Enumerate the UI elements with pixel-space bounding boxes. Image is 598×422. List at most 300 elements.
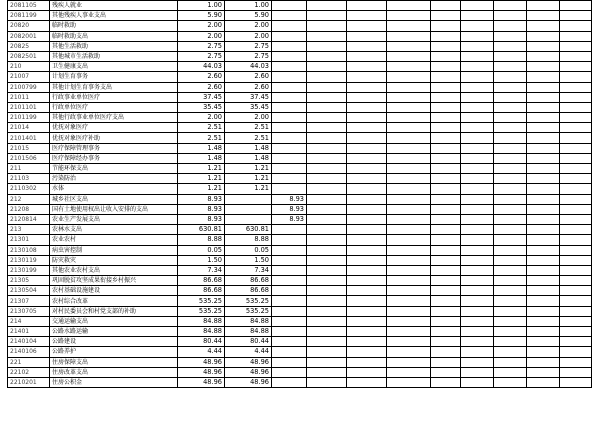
general-budget-cell[interactable]: 630.81 <box>225 225 272 235</box>
empty-cell[interactable] <box>387 92 431 102</box>
empty-cell[interactable] <box>461 164 494 174</box>
empty-cell[interactable] <box>387 11 431 21</box>
empty-cell[interactable] <box>527 123 560 133</box>
total-amount-cell[interactable]: 8.93 <box>178 194 225 204</box>
general-budget-cell[interactable]: 7.34 <box>225 265 272 275</box>
account-code-cell[interactable]: 22102 <box>8 367 50 377</box>
empty-cell[interactable] <box>494 62 527 72</box>
empty-cell[interactable] <box>560 92 592 102</box>
account-code-cell[interactable]: 21305 <box>8 276 50 286</box>
empty-cell[interactable] <box>560 306 592 316</box>
empty-cell[interactable] <box>347 123 387 133</box>
account-name-cell[interactable]: 其他农业农村支出 <box>50 265 178 275</box>
empty-cell[interactable] <box>494 337 527 347</box>
fund-budget-cell[interactable] <box>272 21 307 31</box>
fund-budget-cell[interactable] <box>272 377 307 387</box>
total-amount-cell[interactable]: 86.68 <box>178 276 225 286</box>
empty-cell[interactable] <box>307 265 347 275</box>
empty-cell[interactable] <box>431 92 461 102</box>
empty-cell[interactable] <box>387 235 431 245</box>
account-code-cell[interactable]: 211 <box>8 164 50 174</box>
account-name-cell[interactable]: 医疗保障管理事务 <box>50 143 178 153</box>
account-name-cell[interactable]: 公路水路运输 <box>50 327 178 337</box>
empty-cell[interactable] <box>527 21 560 31</box>
empty-cell[interactable] <box>307 377 347 387</box>
total-amount-cell[interactable]: 44.03 <box>178 62 225 72</box>
empty-cell[interactable] <box>387 194 431 204</box>
account-name-cell[interactable]: 优抚对象医疗 <box>50 123 178 133</box>
empty-cell[interactable] <box>307 235 347 245</box>
total-amount-cell[interactable]: 1.48 <box>178 143 225 153</box>
empty-cell[interactable] <box>560 31 592 41</box>
empty-cell[interactable] <box>347 102 387 112</box>
empty-cell[interactable] <box>494 296 527 306</box>
empty-cell[interactable] <box>527 153 560 163</box>
total-amount-cell[interactable]: 535.25 <box>178 296 225 306</box>
empty-cell[interactable] <box>527 225 560 235</box>
empty-cell[interactable] <box>431 357 461 367</box>
empty-cell[interactable] <box>431 153 461 163</box>
account-code-cell[interactable]: 221 <box>8 357 50 367</box>
total-amount-cell[interactable]: 8.93 <box>178 214 225 224</box>
fund-budget-cell[interactable] <box>272 82 307 92</box>
empty-cell[interactable] <box>560 102 592 112</box>
account-name-cell[interactable]: 农村综合改革 <box>50 296 178 306</box>
fund-budget-cell[interactable] <box>272 225 307 235</box>
fund-budget-cell[interactable] <box>272 102 307 112</box>
empty-cell[interactable] <box>307 41 347 51</box>
empty-cell[interactable] <box>387 102 431 112</box>
empty-cell[interactable] <box>347 1 387 11</box>
account-code-cell[interactable]: 2101101 <box>8 102 50 112</box>
empty-cell[interactable] <box>307 286 347 296</box>
account-code-cell[interactable]: 2130705 <box>8 306 50 316</box>
fund-budget-cell[interactable]: 8.93 <box>272 214 307 224</box>
empty-cell[interactable] <box>461 347 494 357</box>
general-budget-cell[interactable]: 44.03 <box>225 62 272 72</box>
empty-cell[interactable] <box>560 11 592 21</box>
account-name-cell[interactable]: 卫生健康支出 <box>50 62 178 72</box>
empty-cell[interactable] <box>494 51 527 61</box>
empty-cell[interactable] <box>494 225 527 235</box>
total-amount-cell[interactable]: 2.75 <box>178 41 225 51</box>
total-amount-cell[interactable]: 630.81 <box>178 225 225 235</box>
empty-cell[interactable] <box>494 265 527 275</box>
empty-cell[interactable] <box>494 82 527 92</box>
empty-cell[interactable] <box>560 174 592 184</box>
empty-cell[interactable] <box>347 214 387 224</box>
empty-cell[interactable] <box>431 184 461 194</box>
general-budget-cell[interactable]: 535.25 <box>225 306 272 316</box>
empty-cell[interactable] <box>494 347 527 357</box>
empty-cell[interactable] <box>461 1 494 11</box>
account-code-cell[interactable]: 2130119 <box>8 255 50 265</box>
empty-cell[interactable] <box>527 62 560 72</box>
fund-budget-cell[interactable] <box>272 31 307 41</box>
empty-cell[interactable] <box>494 276 527 286</box>
account-name-cell[interactable]: 残疾人就业 <box>50 1 178 11</box>
empty-cell[interactable] <box>560 327 592 337</box>
general-budget-cell[interactable]: 80.44 <box>225 337 272 347</box>
account-name-cell[interactable]: 农业生产发展支出 <box>50 214 178 224</box>
empty-cell[interactable] <box>347 286 387 296</box>
empty-cell[interactable] <box>307 194 347 204</box>
account-name-cell[interactable]: 住房改革支出 <box>50 367 178 377</box>
account-name-cell[interactable]: 农业农村 <box>50 235 178 245</box>
general-budget-cell[interactable]: 2.00 <box>225 21 272 31</box>
fund-budget-cell[interactable] <box>272 357 307 367</box>
empty-cell[interactable] <box>307 92 347 102</box>
empty-cell[interactable] <box>494 31 527 41</box>
total-amount-cell[interactable]: 2.00 <box>178 113 225 123</box>
account-name-cell[interactable]: 公路养护 <box>50 347 178 357</box>
empty-cell[interactable] <box>431 123 461 133</box>
empty-cell[interactable] <box>494 306 527 316</box>
empty-cell[interactable] <box>461 21 494 31</box>
empty-cell[interactable] <box>431 265 461 275</box>
empty-cell[interactable] <box>527 367 560 377</box>
total-amount-cell[interactable]: 7.34 <box>178 265 225 275</box>
empty-cell[interactable] <box>494 235 527 245</box>
empty-cell[interactable] <box>431 204 461 214</box>
empty-cell[interactable] <box>461 92 494 102</box>
empty-cell[interactable] <box>347 51 387 61</box>
empty-cell[interactable] <box>387 296 431 306</box>
empty-cell[interactable] <box>560 316 592 326</box>
account-name-cell[interactable]: 防灾救灾 <box>50 255 178 265</box>
account-code-cell[interactable]: 21007 <box>8 72 50 82</box>
empty-cell[interactable] <box>527 276 560 286</box>
empty-cell[interactable] <box>431 286 461 296</box>
general-budget-cell[interactable]: 8.88 <box>225 235 272 245</box>
empty-cell[interactable] <box>307 1 347 11</box>
total-amount-cell[interactable]: 86.68 <box>178 286 225 296</box>
empty-cell[interactable] <box>307 357 347 367</box>
empty-cell[interactable] <box>307 255 347 265</box>
empty-cell[interactable] <box>560 347 592 357</box>
fund-budget-cell[interactable] <box>272 265 307 275</box>
empty-cell[interactable] <box>387 214 431 224</box>
empty-cell[interactable] <box>387 143 431 153</box>
account-code-cell[interactable]: 20820 <box>8 21 50 31</box>
empty-cell[interactable] <box>461 123 494 133</box>
empty-cell[interactable] <box>461 62 494 72</box>
total-amount-cell[interactable]: 8.88 <box>178 235 225 245</box>
fund-budget-cell[interactable] <box>272 255 307 265</box>
empty-cell[interactable] <box>461 377 494 387</box>
account-name-cell[interactable]: 节能环保支出 <box>50 164 178 174</box>
empty-cell[interactable] <box>560 51 592 61</box>
account-code-cell[interactable]: 21015 <box>8 143 50 153</box>
empty-cell[interactable] <box>307 72 347 82</box>
fund-budget-cell[interactable]: 8.93 <box>272 204 307 214</box>
empty-cell[interactable] <box>494 123 527 133</box>
account-code-cell[interactable]: 214 <box>8 316 50 326</box>
empty-cell[interactable] <box>527 327 560 337</box>
total-amount-cell[interactable]: 48.96 <box>178 377 225 387</box>
total-amount-cell[interactable]: 8.93 <box>178 204 225 214</box>
total-amount-cell[interactable]: 48.96 <box>178 357 225 367</box>
empty-cell[interactable] <box>387 255 431 265</box>
empty-cell[interactable] <box>431 347 461 357</box>
empty-cell[interactable] <box>527 1 560 11</box>
empty-cell[interactable] <box>347 316 387 326</box>
total-amount-cell[interactable]: 2.00 <box>178 21 225 31</box>
empty-cell[interactable] <box>461 276 494 286</box>
account-name-cell[interactable]: 计划生育事务 <box>50 72 178 82</box>
total-amount-cell[interactable]: 84.88 <box>178 327 225 337</box>
empty-cell[interactable] <box>527 235 560 245</box>
empty-cell[interactable] <box>431 51 461 61</box>
empty-cell[interactable] <box>347 347 387 357</box>
empty-cell[interactable] <box>461 102 494 112</box>
account-name-cell[interactable]: 巩固脱贫攻坚成果衔接乡村振兴 <box>50 276 178 286</box>
account-code-cell[interactable]: 21014 <box>8 123 50 133</box>
empty-cell[interactable] <box>560 357 592 367</box>
empty-cell[interactable] <box>307 21 347 31</box>
general-budget-cell[interactable]: 535.25 <box>225 296 272 306</box>
empty-cell[interactable] <box>347 225 387 235</box>
total-amount-cell[interactable]: 35.45 <box>178 102 225 112</box>
empty-cell[interactable] <box>527 337 560 347</box>
empty-cell[interactable] <box>307 123 347 133</box>
account-code-cell[interactable]: 212 <box>8 194 50 204</box>
empty-cell[interactable] <box>494 194 527 204</box>
total-amount-cell[interactable]: 48.96 <box>178 367 225 377</box>
empty-cell[interactable] <box>527 316 560 326</box>
empty-cell[interactable] <box>560 204 592 214</box>
empty-cell[interactable] <box>461 306 494 316</box>
empty-cell[interactable] <box>560 255 592 265</box>
account-code-cell[interactable]: 21103 <box>8 174 50 184</box>
empty-cell[interactable] <box>431 367 461 377</box>
account-code-cell[interactable]: 21208 <box>8 204 50 214</box>
empty-cell[interactable] <box>461 113 494 123</box>
empty-cell[interactable] <box>431 113 461 123</box>
empty-cell[interactable] <box>527 306 560 316</box>
empty-cell[interactable] <box>431 225 461 235</box>
general-budget-cell[interactable]: 2.51 <box>225 133 272 143</box>
empty-cell[interactable] <box>307 102 347 112</box>
empty-cell[interactable] <box>307 276 347 286</box>
empty-cell[interactable] <box>307 133 347 143</box>
empty-cell[interactable] <box>461 316 494 326</box>
empty-cell[interactable] <box>431 174 461 184</box>
empty-cell[interactable] <box>307 153 347 163</box>
empty-cell[interactable] <box>560 184 592 194</box>
empty-cell[interactable] <box>347 357 387 367</box>
empty-cell[interactable] <box>494 174 527 184</box>
general-budget-cell[interactable]: 35.45 <box>225 102 272 112</box>
empty-cell[interactable] <box>494 286 527 296</box>
empty-cell[interactable] <box>560 164 592 174</box>
empty-cell[interactable] <box>494 41 527 51</box>
account-code-cell[interactable]: 2130504 <box>8 286 50 296</box>
empty-cell[interactable] <box>527 184 560 194</box>
account-name-cell[interactable]: 其他生活救助 <box>50 41 178 51</box>
empty-cell[interactable] <box>387 153 431 163</box>
general-budget-cell[interactable]: 84.88 <box>225 316 272 326</box>
empty-cell[interactable] <box>431 194 461 204</box>
empty-cell[interactable] <box>347 92 387 102</box>
account-name-cell[interactable]: 住房公积金 <box>50 377 178 387</box>
total-amount-cell[interactable]: 80.44 <box>178 337 225 347</box>
empty-cell[interactable] <box>307 143 347 153</box>
empty-cell[interactable] <box>527 133 560 143</box>
general-budget-cell[interactable]: 37.45 <box>225 92 272 102</box>
general-budget-cell[interactable]: 2.00 <box>225 113 272 123</box>
general-budget-cell[interactable] <box>225 194 272 204</box>
empty-cell[interactable] <box>560 296 592 306</box>
empty-cell[interactable] <box>494 153 527 163</box>
empty-cell[interactable] <box>461 143 494 153</box>
empty-cell[interactable] <box>431 276 461 286</box>
empty-cell[interactable] <box>387 337 431 347</box>
general-budget-cell[interactable]: 1.48 <box>225 143 272 153</box>
empty-cell[interactable] <box>494 102 527 112</box>
empty-cell[interactable] <box>347 113 387 123</box>
empty-cell[interactable] <box>387 62 431 72</box>
total-amount-cell[interactable]: 2.51 <box>178 123 225 133</box>
empty-cell[interactable] <box>431 72 461 82</box>
empty-cell[interactable] <box>307 214 347 224</box>
empty-cell[interactable] <box>431 1 461 11</box>
empty-cell[interactable] <box>560 113 592 123</box>
general-budget-cell[interactable]: 1.00 <box>225 1 272 11</box>
general-budget-cell[interactable]: 5.90 <box>225 11 272 21</box>
empty-cell[interactable] <box>347 62 387 72</box>
empty-cell[interactable] <box>560 245 592 255</box>
fund-budget-cell[interactable] <box>272 153 307 163</box>
empty-cell[interactable] <box>347 174 387 184</box>
empty-cell[interactable] <box>494 72 527 82</box>
account-name-cell[interactable]: 水体 <box>50 184 178 194</box>
empty-cell[interactable] <box>431 102 461 112</box>
empty-cell[interactable] <box>387 184 431 194</box>
empty-cell[interactable] <box>461 133 494 143</box>
account-code-cell[interactable]: 2101506 <box>8 153 50 163</box>
empty-cell[interactable] <box>461 51 494 61</box>
empty-cell[interactable] <box>307 11 347 21</box>
account-code-cell[interactable]: 210 <box>8 62 50 72</box>
empty-cell[interactable] <box>347 143 387 153</box>
empty-cell[interactable] <box>560 276 592 286</box>
account-code-cell[interactable]: 2101401 <box>8 133 50 143</box>
empty-cell[interactable] <box>461 327 494 337</box>
empty-cell[interactable] <box>307 113 347 123</box>
empty-cell[interactable] <box>387 357 431 367</box>
empty-cell[interactable] <box>307 31 347 41</box>
account-code-cell[interactable]: 2100799 <box>8 82 50 92</box>
empty-cell[interactable] <box>494 113 527 123</box>
empty-cell[interactable] <box>527 377 560 387</box>
empty-cell[interactable] <box>494 133 527 143</box>
empty-cell[interactable] <box>527 347 560 357</box>
empty-cell[interactable] <box>431 82 461 92</box>
total-amount-cell[interactable]: 1.21 <box>178 164 225 174</box>
account-name-cell[interactable]: 其他行政事业单位医疗支出 <box>50 113 178 123</box>
empty-cell[interactable] <box>431 214 461 224</box>
fund-budget-cell[interactable] <box>272 286 307 296</box>
fund-budget-cell[interactable] <box>272 174 307 184</box>
fund-budget-cell[interactable] <box>272 296 307 306</box>
general-budget-cell[interactable]: 2.75 <box>225 41 272 51</box>
empty-cell[interactable] <box>527 194 560 204</box>
empty-cell[interactable] <box>527 174 560 184</box>
empty-cell[interactable] <box>387 51 431 61</box>
empty-cell[interactable] <box>431 133 461 143</box>
empty-cell[interactable] <box>347 337 387 347</box>
general-budget-cell[interactable] <box>225 204 272 214</box>
empty-cell[interactable] <box>307 82 347 92</box>
account-code-cell[interactable]: 2120814 <box>8 214 50 224</box>
empty-cell[interactable] <box>560 1 592 11</box>
empty-cell[interactable] <box>461 153 494 163</box>
empty-cell[interactable] <box>560 153 592 163</box>
total-amount-cell[interactable]: 1.21 <box>178 184 225 194</box>
fund-budget-cell[interactable] <box>272 316 307 326</box>
empty-cell[interactable] <box>494 164 527 174</box>
empty-cell[interactable] <box>387 21 431 31</box>
fund-budget-cell[interactable] <box>272 347 307 357</box>
empty-cell[interactable] <box>387 133 431 143</box>
empty-cell[interactable] <box>387 41 431 51</box>
empty-cell[interactable] <box>527 92 560 102</box>
empty-cell[interactable] <box>560 41 592 51</box>
account-code-cell[interactable]: 2101199 <box>8 113 50 123</box>
empty-cell[interactable] <box>461 255 494 265</box>
empty-cell[interactable] <box>560 377 592 387</box>
empty-cell[interactable] <box>527 214 560 224</box>
empty-cell[interactable] <box>560 72 592 82</box>
empty-cell[interactable] <box>431 62 461 72</box>
account-code-cell[interactable]: 2130108 <box>8 245 50 255</box>
empty-cell[interactable] <box>527 102 560 112</box>
empty-cell[interactable] <box>347 367 387 377</box>
empty-cell[interactable] <box>527 11 560 21</box>
empty-cell[interactable] <box>431 296 461 306</box>
account-code-cell[interactable]: 21401 <box>8 327 50 337</box>
empty-cell[interactable] <box>527 72 560 82</box>
account-code-cell[interactable]: 2081105 <box>8 1 50 11</box>
empty-cell[interactable] <box>431 235 461 245</box>
empty-cell[interactable] <box>527 113 560 123</box>
empty-cell[interactable] <box>527 265 560 275</box>
empty-cell[interactable] <box>431 143 461 153</box>
empty-cell[interactable] <box>527 143 560 153</box>
empty-cell[interactable] <box>494 184 527 194</box>
fund-budget-cell[interactable] <box>272 276 307 286</box>
empty-cell[interactable] <box>560 367 592 377</box>
account-name-cell[interactable]: 其他城市生活救助 <box>50 51 178 61</box>
empty-cell[interactable] <box>560 225 592 235</box>
general-budget-cell[interactable]: 48.96 <box>225 357 272 367</box>
empty-cell[interactable] <box>527 82 560 92</box>
account-code-cell[interactable]: 213 <box>8 225 50 235</box>
total-amount-cell[interactable]: 1.00 <box>178 1 225 11</box>
empty-cell[interactable] <box>560 133 592 143</box>
empty-cell[interactable] <box>560 265 592 275</box>
empty-cell[interactable] <box>347 164 387 174</box>
empty-cell[interactable] <box>461 337 494 347</box>
empty-cell[interactable] <box>461 245 494 255</box>
fund-budget-cell[interactable] <box>272 245 307 255</box>
fund-budget-cell[interactable] <box>272 327 307 337</box>
account-name-cell[interactable]: 病虫害控制 <box>50 245 178 255</box>
general-budget-cell[interactable]: 2.75 <box>225 51 272 61</box>
fund-budget-cell[interactable] <box>272 164 307 174</box>
empty-cell[interactable] <box>494 1 527 11</box>
